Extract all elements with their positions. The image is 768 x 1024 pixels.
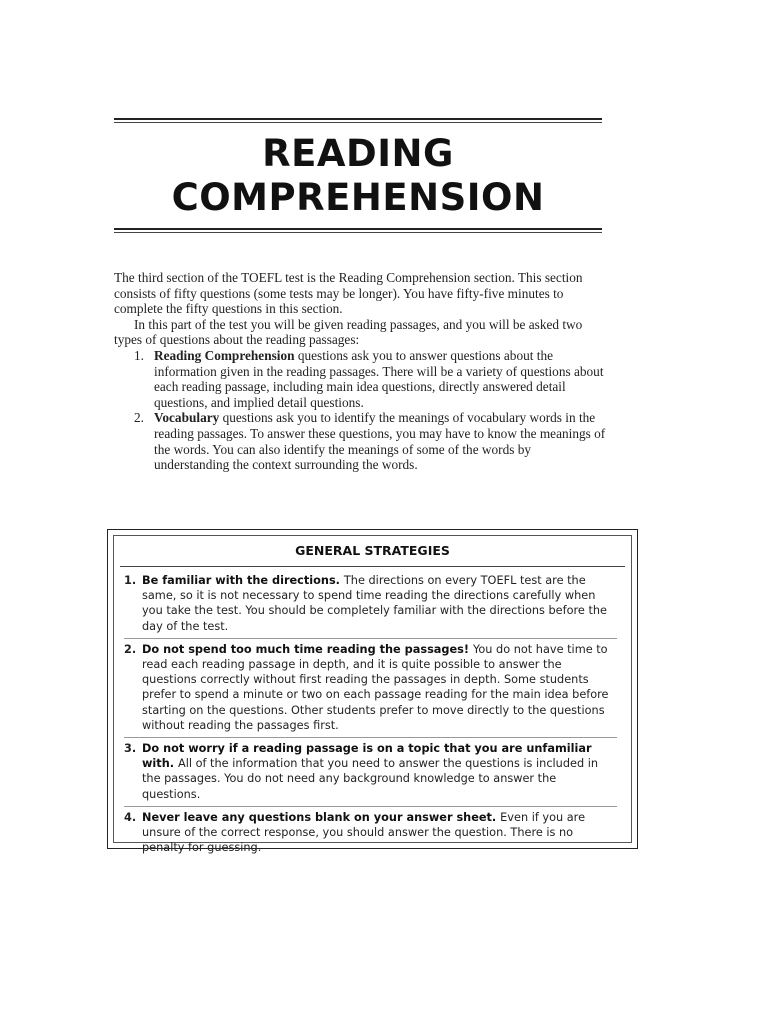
question-types-list <box>114 348 606 473</box>
strategy-text: You do not have time to read each reading passage in depth, and it is quite possible to answer the questions correctly without first reading the passages in depth. Some students prefer to spend a minute or two on each passage reading for the main idea before starting on the questions. Other students prefer to move directly to the questions without reading the passages first. <box>142 642 609 732</box>
strategy-text: The directions on every TOEFL test are the same, so it is not necessary to spend time reading the directions carefully when you take the test. You should be completely familiar with the directions before the day of the test. <box>142 574 607 633</box>
general-strategies-box <box>107 529 638 855</box>
page-title-line-1: READING <box>262 132 454 175</box>
strategy-item <box>124 573 617 639</box>
list-number: 1. <box>134 347 144 363</box>
strategy-text: All of the information that you need to answer the questions is included in the passages. You do not need any background knowledge to answer the questions. <box>142 757 599 801</box>
strategy-number: 2. <box>124 642 137 656</box>
strategy-text: Even if you are unsure of the correct response, you should answer the question. There is no penalty for guessing. <box>142 810 586 855</box>
box-title-divider <box>120 566 625 567</box>
question-type-text: questions ask you to answer questions about the information given in the reading passages. There will be a variety of questions about each reading passage, including main idea questions, directly answered detail questions, and implied detail questions. <box>154 347 604 410</box>
question-type-item <box>114 410 606 472</box>
title-top-rule <box>114 118 602 123</box>
strategy-lead: Do not worry if a reading passage is on a topic that you are unfamiliar with. <box>142 742 592 771</box>
strategy-lead: Do not spend too much time reading the passages! <box>142 642 473 656</box>
page-title <box>114 132 602 220</box>
general-strategies-inner-frame <box>113 535 632 855</box>
general-strategies-title: GENERAL STRATEGIES <box>295 543 450 558</box>
strategy-number: 4. <box>124 810 137 824</box>
question-type-text: questions ask you to identify the meanings of vocabulary words in the reading passages. To answer these questions, you may have to know the meanings of the words. You can also identify the meanings of some of the words by understanding the context surrounding the words. <box>154 410 606 473</box>
strategy-item <box>124 642 617 738</box>
list-number: 2. <box>134 410 144 426</box>
strategy-lead: Be familiar with the directions. <box>142 574 344 587</box>
intro-paragraph-1: The third section of the TOEFL test is the Reading Comprehension section. This section consists of fifty questions (some tests may be longer). You have fifty-five minutes to complete the fifty questions in this section. <box>114 270 583 317</box>
intro-section <box>114 270 606 473</box>
intro-paragraph-2: In this part of the test you will be given reading passages, and you will be asked two types of questions about the reading passages: <box>114 316 583 348</box>
strategy-item <box>124 810 617 860</box>
strategy-lead: Never leave any questions blank on your answer sheet. <box>142 810 501 824</box>
page-title-line-2: COMPREHENSION <box>171 176 545 219</box>
question-type-item <box>114 348 606 410</box>
strategy-number: 3. <box>124 742 137 756</box>
question-type-lead: Vocabulary <box>154 410 223 426</box>
strategy-item <box>124 741 617 807</box>
question-type-lead: Reading Comprehension <box>154 347 298 363</box>
title-bottom-rule <box>114 228 602 233</box>
strategy-number: 1. <box>124 574 137 587</box>
strategies-list <box>124 573 617 862</box>
